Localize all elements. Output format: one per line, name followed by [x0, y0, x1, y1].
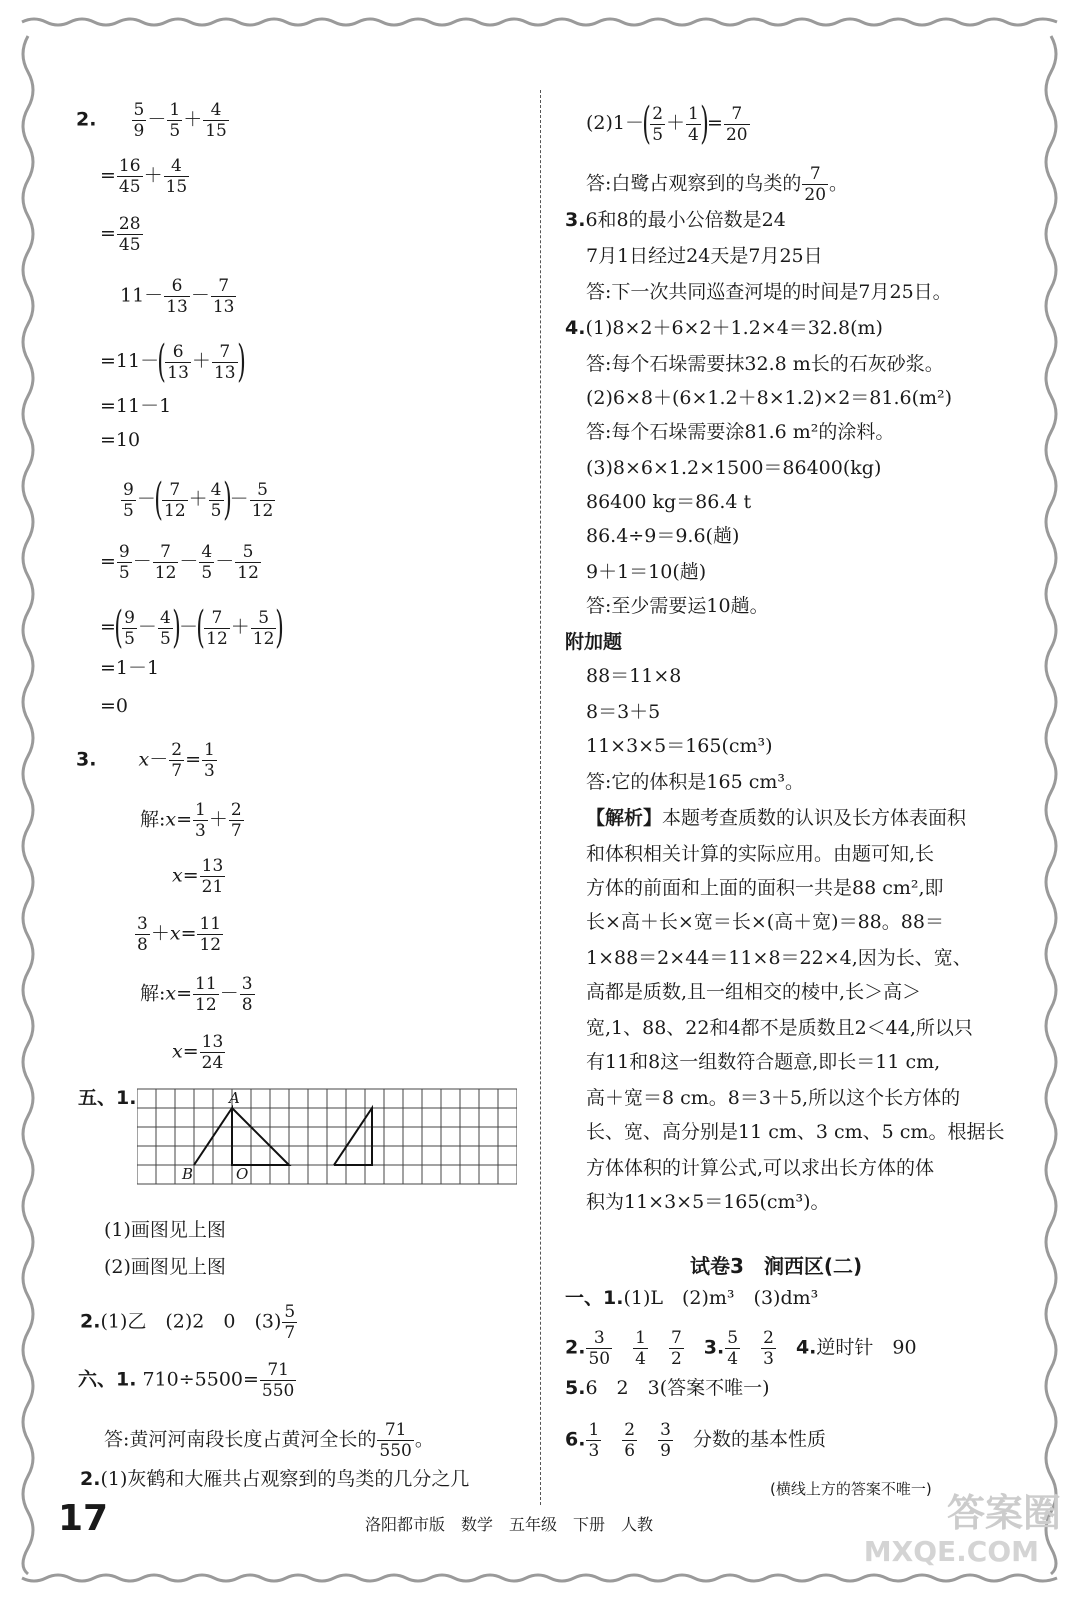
q2-expr2-step3: =10 — [100, 429, 141, 451]
r-q4c: (2)6×8＋(6×1.2＋8×1.2)×2＝81.6(m²) — [586, 387, 953, 409]
page-number: 17 — [58, 1498, 109, 1539]
fraction: $\frac{28}{45}$ — [118, 214, 141, 255]
fraction: $\frac{5}{12}$ — [251, 479, 274, 521]
fraction: $\frac{3}{9}$ — [660, 1420, 671, 1461]
q2-line2: = $\frac{16}{45}$ ＋ $\frac{4}{15}$ — [100, 156, 188, 197]
q2-expr2-step2: =11－1 — [100, 395, 172, 417]
analysis-line: 和体积相关计算的实际应用。由题可知,长 — [586, 843, 935, 865]
r-q4e: (3)8×6×1.2×1500＝86400(kg) — [586, 457, 882, 479]
fraction: $\frac{2}{7}$ — [171, 740, 183, 781]
fraction: $\frac{3}{50}$ — [588, 1328, 611, 1369]
analysis-line: 1×88＝2×44＝11×8＝22×4,因为长、宽、 — [586, 947, 972, 969]
fraction: $\frac{7}{20}$ — [725, 103, 748, 145]
analysis-line: 长×高＋长×宽＝长×(高＋宽)＝88。88＝ — [586, 911, 944, 933]
p3-q2-q4: 2. $\frac{3}{50}$ $\frac{1}{4}$ $\frac{7}{2}$ 3. $\frac{5}{4}$ $\frac{2}{3}$ 4.逆时针 90 — [565, 1328, 917, 1369]
r-line1: (2)1－( $\frac{2}{5}$ ＋ $\frac{1}{4}$ )= $\frac{7}{20}$ — [586, 98, 748, 149]
fraction: $\frac{2}{7}$ — [230, 800, 242, 841]
q3-eq1: 3. x－ $\frac{2}{7}$ = $\frac{1}{3}$ — [76, 740, 215, 781]
q3-eq1-result: x= $\frac{13}{21}$ — [172, 856, 224, 897]
analysis-line: 方体体积的计算公式,可以求出长方体的体 — [586, 1157, 935, 1179]
r-q4a: 4.(1)8×2＋6×2＋1.2×4＝32.8(m) — [565, 317, 883, 339]
fraction: $\frac{7}{12}$ — [164, 479, 186, 521]
fraction: $\frac{9}{5}$ — [118, 542, 130, 583]
fraction: $\frac{5}{9}$ — [133, 100, 145, 141]
translated-triangle — [334, 1108, 372, 1165]
analysis-tag: 【解析】 — [586, 807, 663, 829]
footnote: (横线上方的答案不唯一) — [770, 1480, 932, 1498]
fraction: $\frac{4}{15}$ — [165, 156, 188, 197]
watermark-logo: 答案圈 — [946, 1491, 1061, 1535]
fraction: $\frac{6}{13}$ — [167, 341, 189, 383]
point-a-label: A — [229, 1089, 240, 1107]
bonus-line1: 88＝11×8 — [586, 665, 682, 687]
q3-eq1-solve: 解:x= $\frac{1}{3}$ ＋ $\frac{2}{7}$ — [140, 800, 242, 841]
r-q4b: 答:每个石垛需要抹32.8 m长的石灰砂浆。 — [586, 353, 944, 375]
fraction: $\frac{5}{7}$ — [284, 1302, 296, 1343]
fraction: $\frac{7}{13}$ — [212, 276, 235, 317]
r-q4h: 9＋1＝10(趟) — [586, 561, 707, 583]
q3-eq2-result: x= $\frac{13}{24}$ — [172, 1032, 224, 1073]
analysis-line: 方体的前面和上面的面积一共是88 cm²,即 — [586, 877, 944, 899]
r-line2: 答:白鹭占观察到的鸟类的 $\frac{7}{20}$ 。 — [586, 164, 849, 205]
analysis-line: 有11和8这一组数符合题意,即长＝11 cm, — [586, 1051, 941, 1073]
r-q3c: 答:下一次共同巡查河堤的时间是7月25日。 — [586, 281, 952, 303]
fraction: $\frac{4}{5}$ — [159, 607, 171, 649]
fraction: $\frac{2}{5}$ — [652, 103, 664, 145]
q2-expr2: 11－ $\frac{6}{13}$ － $\frac{7}{13}$ — [120, 276, 235, 317]
q2-expr3-step2: =( $\frac{9}{5}$ － $\frac{4}{5}$ )－( $\frac{7}{12}$ ＋ $\frac{5}{12}$ ) — [100, 602, 285, 653]
fraction: $\frac{9}{5}$ — [124, 607, 135, 649]
section-5-p2: (2)画图见上图 — [104, 1256, 226, 1278]
fraction: $\frac{9}{5}$ — [123, 479, 134, 521]
r-q4i: 答:至少需要运10趟。 — [586, 595, 769, 617]
grid-figure — [137, 1087, 517, 1187]
paper-3-title: 试卷3 涧西区(二) — [690, 1254, 863, 1278]
point-o-label: O — [236, 1165, 249, 1183]
q2-line3: = $\frac{28}{45}$ — [100, 214, 141, 255]
fraction: $\frac{1}{4}$ — [688, 103, 699, 145]
fraction: $\frac{5}{12}$ — [237, 542, 259, 583]
fraction: $\frac{1}{3}$ — [203, 740, 215, 781]
q2-expr3-step3: =1－1 — [100, 657, 160, 679]
fraction: $\frac{13}{21}$ — [201, 856, 224, 897]
fraction: $\frac{1}{3}$ — [588, 1420, 600, 1461]
p3-q5: 5.6 2 3(答案不唯一) — [565, 1377, 770, 1399]
fraction: $\frac{1}{4}$ — [635, 1328, 646, 1369]
fraction: $\frac{71}{550}$ — [379, 1420, 412, 1461]
bonus-heading: 附加题 — [565, 631, 623, 653]
bonus-line4: 答:它的体积是165 cm³。 — [586, 771, 804, 793]
fraction: $\frac{5}{4}$ — [727, 1328, 739, 1369]
q3-eq2: $\frac{3}{8}$ ＋x= $\frac{11}{12}$ — [137, 914, 222, 955]
fraction: $\frac{4}{5}$ — [210, 479, 222, 521]
r-q4g: 86.4÷9＝9.6(趟) — [586, 525, 740, 547]
r-q3a: 3.6和8的最小公倍数是24 — [565, 209, 786, 231]
fraction: $\frac{3}{8}$ — [241, 974, 253, 1015]
fraction: $\frac{3}{8}$ — [137, 914, 148, 955]
q2-number: 2. — [76, 108, 97, 131]
fraction: $\frac{1}{3}$ — [195, 800, 206, 841]
analysis-line: 【解析】本题考查质数的认识及长方体表面积 — [586, 807, 967, 829]
fraction: $\frac{4}{5}$ — [201, 542, 213, 583]
q2-expr3-step4: =0 — [100, 695, 129, 717]
q2-expr3: $\frac{9}{5}$ －( $\frac{7}{12}$ ＋ $\frac{4}{5}$ )－ $\frac{5}{12}$ — [123, 474, 274, 525]
q2-expr2-step1: =11－( $\frac{6}{13}$ ＋ $\frac{7}{13}$ ) — [100, 336, 246, 387]
section-5-q2: 2.(1)乙 (2)2 0 (3) $\frac{5}{7}$ — [80, 1302, 296, 1343]
q2-line1: 2. $\frac{5}{9}$ － $\frac{1}{5}$ ＋ $\frac{4}{15}$ — [76, 100, 227, 141]
analysis-line: 积为11×3×5＝165(cm³)。 — [586, 1191, 830, 1213]
fraction: $\frac{2}{6}$ — [624, 1420, 636, 1461]
section-6-q1: 六、1. 710÷5500= $\frac{71}{550}$ — [78, 1360, 295, 1401]
fraction: $\frac{4}{15}$ — [205, 100, 227, 141]
section-5-number: 五、1. — [78, 1087, 137, 1109]
q2-expr3-step1: = $\frac{9}{5}$ － $\frac{7}{12}$ － $\frac{4}{5}$ － $\frac{5}{12}$ — [100, 542, 259, 583]
fraction: $\frac{7}{12}$ — [206, 607, 228, 649]
r-q3b: 7月1日经过24天是7月25日 — [586, 245, 823, 267]
analysis-line: 长、宽、高分别是11 cm、3 cm、5 cm。根据长 — [586, 1121, 1005, 1143]
analysis-line: 高都是质数,且一组相交的棱中,长＞高＞ — [586, 981, 922, 1003]
analysis-line: 宽,1、88、22和4都不是质数且2＜44,所以只 — [586, 1017, 973, 1039]
fraction: $\frac{6}{13}$ — [166, 276, 188, 317]
point-b-label: B — [182, 1165, 194, 1183]
fraction: $\frac{7}{20}$ — [804, 164, 827, 205]
rotated-triangle — [232, 1108, 289, 1165]
fraction: $\frac{11}{12}$ — [199, 914, 222, 955]
bonus-line3: 11×3×5＝165(cm³) — [586, 735, 773, 757]
fraction: $\frac{1}{5}$ — [169, 100, 181, 141]
fraction: $\frac{7}{2}$ — [670, 1328, 682, 1369]
r-q4f: 86400 kg＝86.4 t — [586, 491, 752, 513]
column-divider — [540, 90, 541, 1505]
fraction: $\frac{2}{3}$ — [763, 1328, 774, 1369]
p3-q6: 6. $\frac{1}{3}$ $\frac{2}{6}$ $\frac{3}{9}$ 分数的基本性质 — [565, 1420, 826, 1461]
fraction: $\frac{7}{12}$ — [154, 542, 177, 583]
fraction: $\frac{16}{45}$ — [118, 156, 141, 197]
q3-number: 3. — [76, 748, 97, 771]
section-5-p1: (1)画图见上图 — [104, 1219, 226, 1241]
fraction: $\frac{13}{24}$ — [201, 1032, 224, 1073]
bonus-line2: 8＝3＋5 — [586, 701, 661, 723]
fraction: $\frac{71}{550}$ — [261, 1360, 295, 1401]
section-6-answer: 答:黄河河南段长度占黄河全长的 $\frac{71}{550}$ 。 — [104, 1420, 434, 1461]
section-6-q2: 2.(1)灰鹤和大雁共占观察到的鸟类的几分之几 — [80, 1468, 470, 1490]
watermark-url: MXQE.COM — [863, 1535, 1039, 1568]
analysis-line: 高＋宽＝8 cm。8＝3＋5,所以这个长方体的 — [586, 1087, 961, 1109]
footer-text: 洛阳都市版 数学 五年级 下册 人教 — [365, 1515, 654, 1534]
r-q4d: 答:每个石垛需要涂81.6 m²的涂料。 — [586, 421, 895, 443]
fraction: $\frac{5}{12}$ — [252, 607, 275, 649]
fraction: $\frac{11}{12}$ — [195, 974, 217, 1015]
q3-eq2-solve: 解:x= $\frac{11}{12}$ － $\frac{3}{8}$ — [140, 974, 253, 1015]
p3-q1: 一、1.(1)L (2)m³ (3)dm³ — [565, 1287, 819, 1309]
fraction: $\frac{7}{13}$ — [213, 341, 236, 383]
